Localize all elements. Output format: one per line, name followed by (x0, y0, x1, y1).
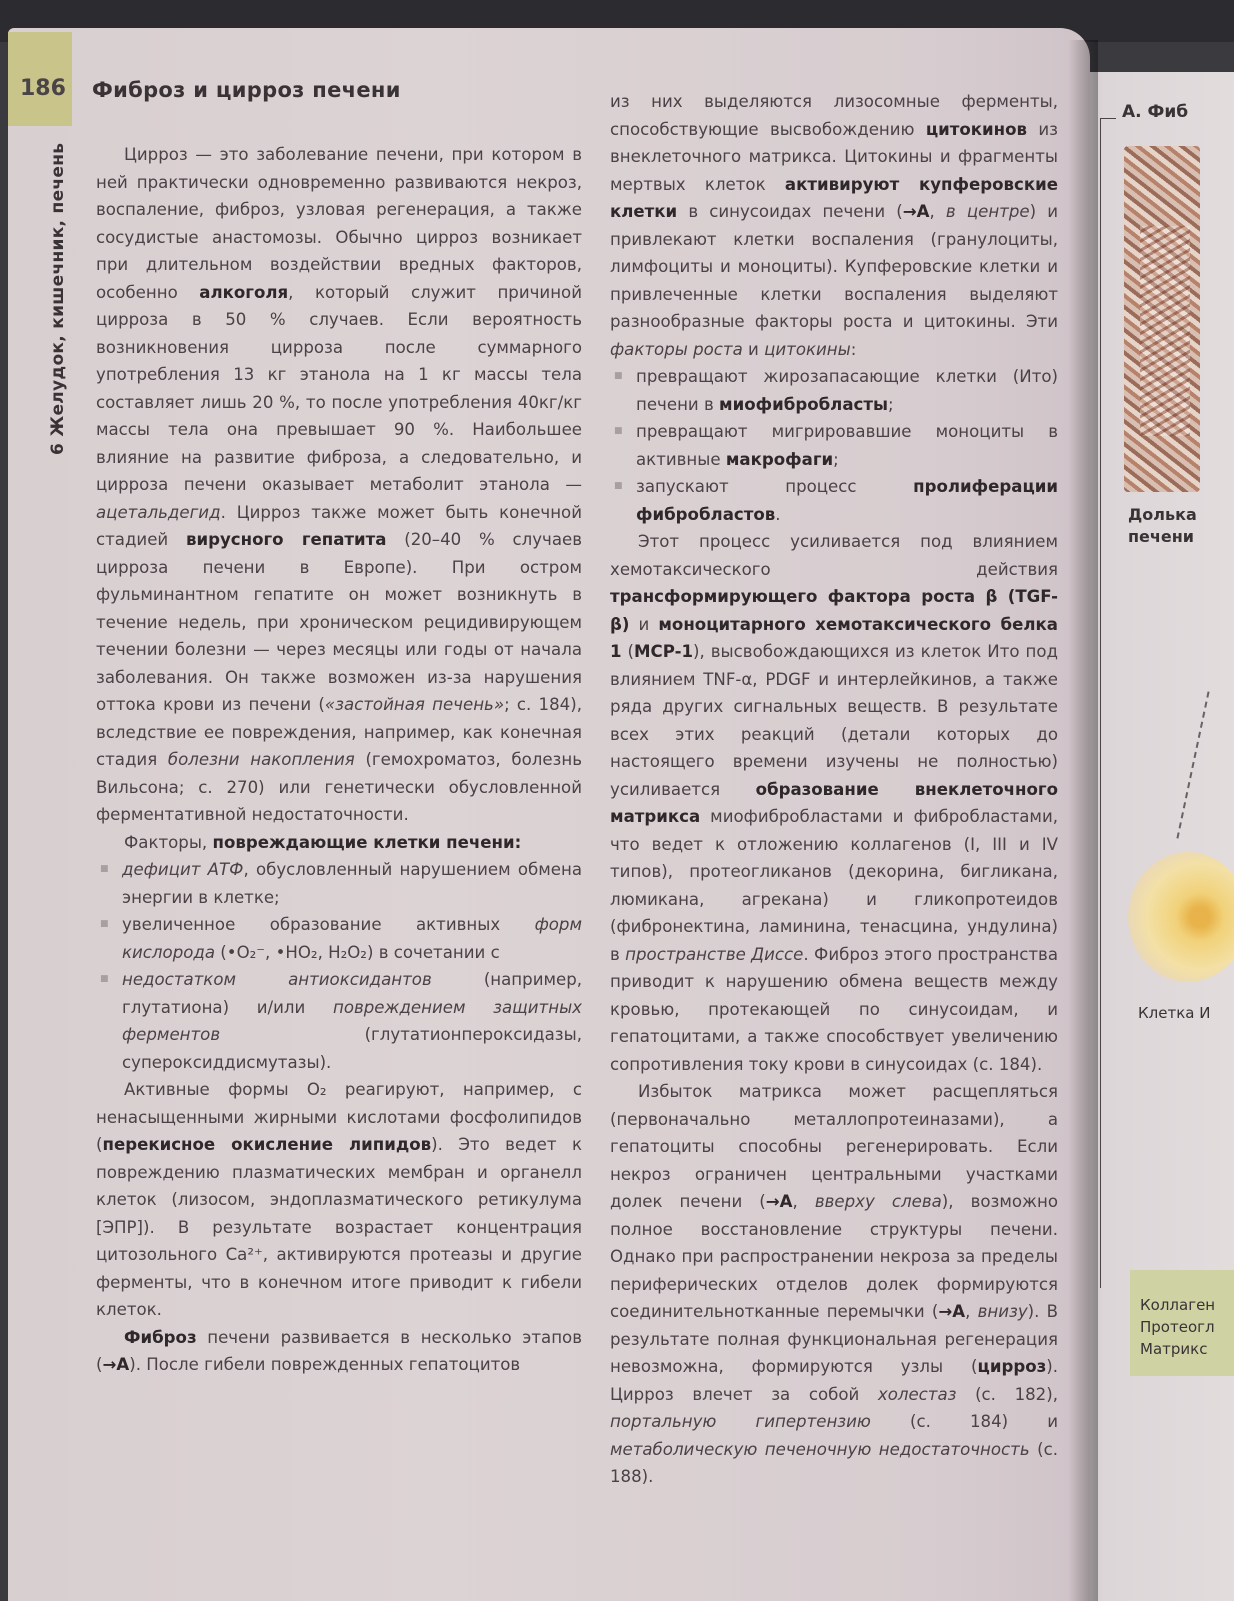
page-title: Фиброз и цирроз печени (92, 78, 401, 102)
lobule-label: Долька печени (1128, 505, 1197, 546)
list-item: ■ увеличенное образование активных форм кислорода (•O₂⁻, •HO₂, H₂O₂) в сочетании с (96, 911, 582, 966)
paragraph-fibrosis: Фиброз печени развивается в несколько этапов (→А). После гибели поврежденных гепатоцитов (96, 1327, 582, 1374)
list-item: ■ дефицит АТФ, обусловленный нарушением обмена энергии в клетке; (96, 856, 582, 911)
figure-frame-line (1100, 118, 1116, 119)
list-item: ■ недостатком антиоксидантов (например, глутатиона) и/или повреждением защитных ферментов (глутатионпероксидазы, супероксиддисмутазы). (96, 966, 582, 1076)
legend-item: Матрикс (1140, 1340, 1208, 1358)
paragraph-oxygen: Активные формы O₂ реагируют, например, с ненасыщенными жирными кислотами фосфолипидов (перекисное окисление липидов). Это ведет к повреждению плазматических мембран и органелл клеток (лизосом, эндоплазматического ретикулума [ЭПР]). В результате возрастает концентрация цитозольного Ca²⁺, активируются протеазы и другие ферменты, что в конечном итоге приводит к гибели клеток. (96, 1080, 582, 1319)
page-number: 186 (20, 76, 66, 101)
list-item: ■ превращают жирозапасающие клетки (Ито) печени в миофибробласты; (610, 363, 1058, 418)
paragraph-cytokines: из них выделяются лизосомные ферменты, способствующие высвобождению цитокинов из внеклеточного матрикса. Цитокины и фрагменты мертвых клеток активируют купферовские клетки в синусоидах печени (→А, в центре) и привлекают клетки воспаления (гранулоциты, лимфоциты и моноциты). Купферовские клетки и привлеченные клетки воспаления выделяют разнообразные факторы роста и цитокины. Эти факторы роста и цитокины: (610, 92, 1058, 359)
chapter-side-tab: 6 Желудок, кишечник, печень (48, 142, 68, 455)
legend-item: Протеогл (1140, 1318, 1215, 1336)
paragraph-factors: Факторы, повреждающие клетки печени: (124, 832, 522, 852)
figure-legend (1130, 1270, 1234, 1376)
liver-lobule-texture (1140, 226, 1190, 436)
paragraph-regeneration: Избыток матрикса может расщепляться (первоначально металлопротеиназами), а гепатоциты способны регенерировать. Если некроз ограничен центральными участками долек печени (→А, вверху слева), возможно полное восстановление структуры печени. Однако при распространении некроза за пределы периферических отделов долек формируются соединительнотканные перемычки (→А, внизу). В результате полная функциональная регенерация невозможна, формируются узлы (цирроз). Цирроз влечет за собой холестаз (с. 182), портальную гипертензию (с. 184) и метаболическую печеночную недостаточность (с. 188). (610, 1082, 1058, 1486)
cell-label: Клетка И (1138, 1004, 1211, 1022)
paragraph-matrix: Этот процесс усиливается под влиянием хемотаксического действия трансформирующего фактора роста β (TGF-β) и моноцитарного хемотаксического белка 1 (MCP-1), высвобождающихся из клеток Ито под влиянием TNF-α, PDGF и интерлейкинов, а также ряда других сигнальных веществ. В результате всех этих реакций (детали которых до настоящего времени изучены не полностью) усиливается образование внеклеточного матрикса миофибробластами и фибробластами, что ведет к отложению коллагенов (I, III и IV типов), протеогликанов (декорина, бигликана, люмикана, агрекана) и гликопротеидов (фибронектина, ламинина, тенасцина, ундулина) в пространстве Диссе. Фиброз этого пространства приводит к нарушению обмена веществ между кровью, протекающей по синусоидам, и гепатоцитами, а также способствует увеличению сопротивления току крови в синусоидах (с. 184). (610, 532, 1058, 1074)
figure-frame-line (1100, 118, 1101, 1288)
paragraph-cirrhosis: Цирроз — это заболевание печени, при котором в ней практически одновременно развиваются некроз, воспаление, фиброз, узловая регенерация, а также сосудистые анастомозы. Обычно цирроз возникает при длительном воздействии вредных факторов, особенно алкоголя, который служит причиной цирроза в 50 % случаев. Если вероятность возникновения цирроза после суммарного употребления 13 кг этанола на 1 кг массы тела составляет лишь 20 %, то после употребления 40кг/кг массы тела она превышает 90 %. Наибольшее влияние на развитие фиброза, а следовательно, и цирроза печени оказывает метаболит этанола — ацетальдегид. Цирроз также может быть конечной стадией вирусного гепатита (20–40 % случаев цирроза печени в Европе). При остром фульминантном гепатите он может возникнуть в течение недель, при хроническом рецидивирующем течении болезни — через месяцы или годы от начала заболевания. Он также возможен из-за нарушения оттока крови из печени («застойная печень»; с. 184), вследствие ее повреждения, например, как конечная стадия болезни накопления (гемохроматоз, болезнь Вильсона; с. 270) или генетически обусловленной ферментативной недостаточности. (96, 145, 582, 824)
figure-header: А. Фиб (1122, 102, 1189, 122)
list-item: ■ запускают процесс пролиферации фибробластов. (610, 473, 1058, 528)
page-gutter-shadow (1068, 40, 1098, 1601)
left-column (96, 141, 582, 1379)
list-item: ■ превращают мигрировавшие моноциты в активные макрофаги; (610, 418, 1058, 473)
legend-item: Коллаген (1140, 1296, 1216, 1314)
right-column (610, 88, 1058, 1491)
